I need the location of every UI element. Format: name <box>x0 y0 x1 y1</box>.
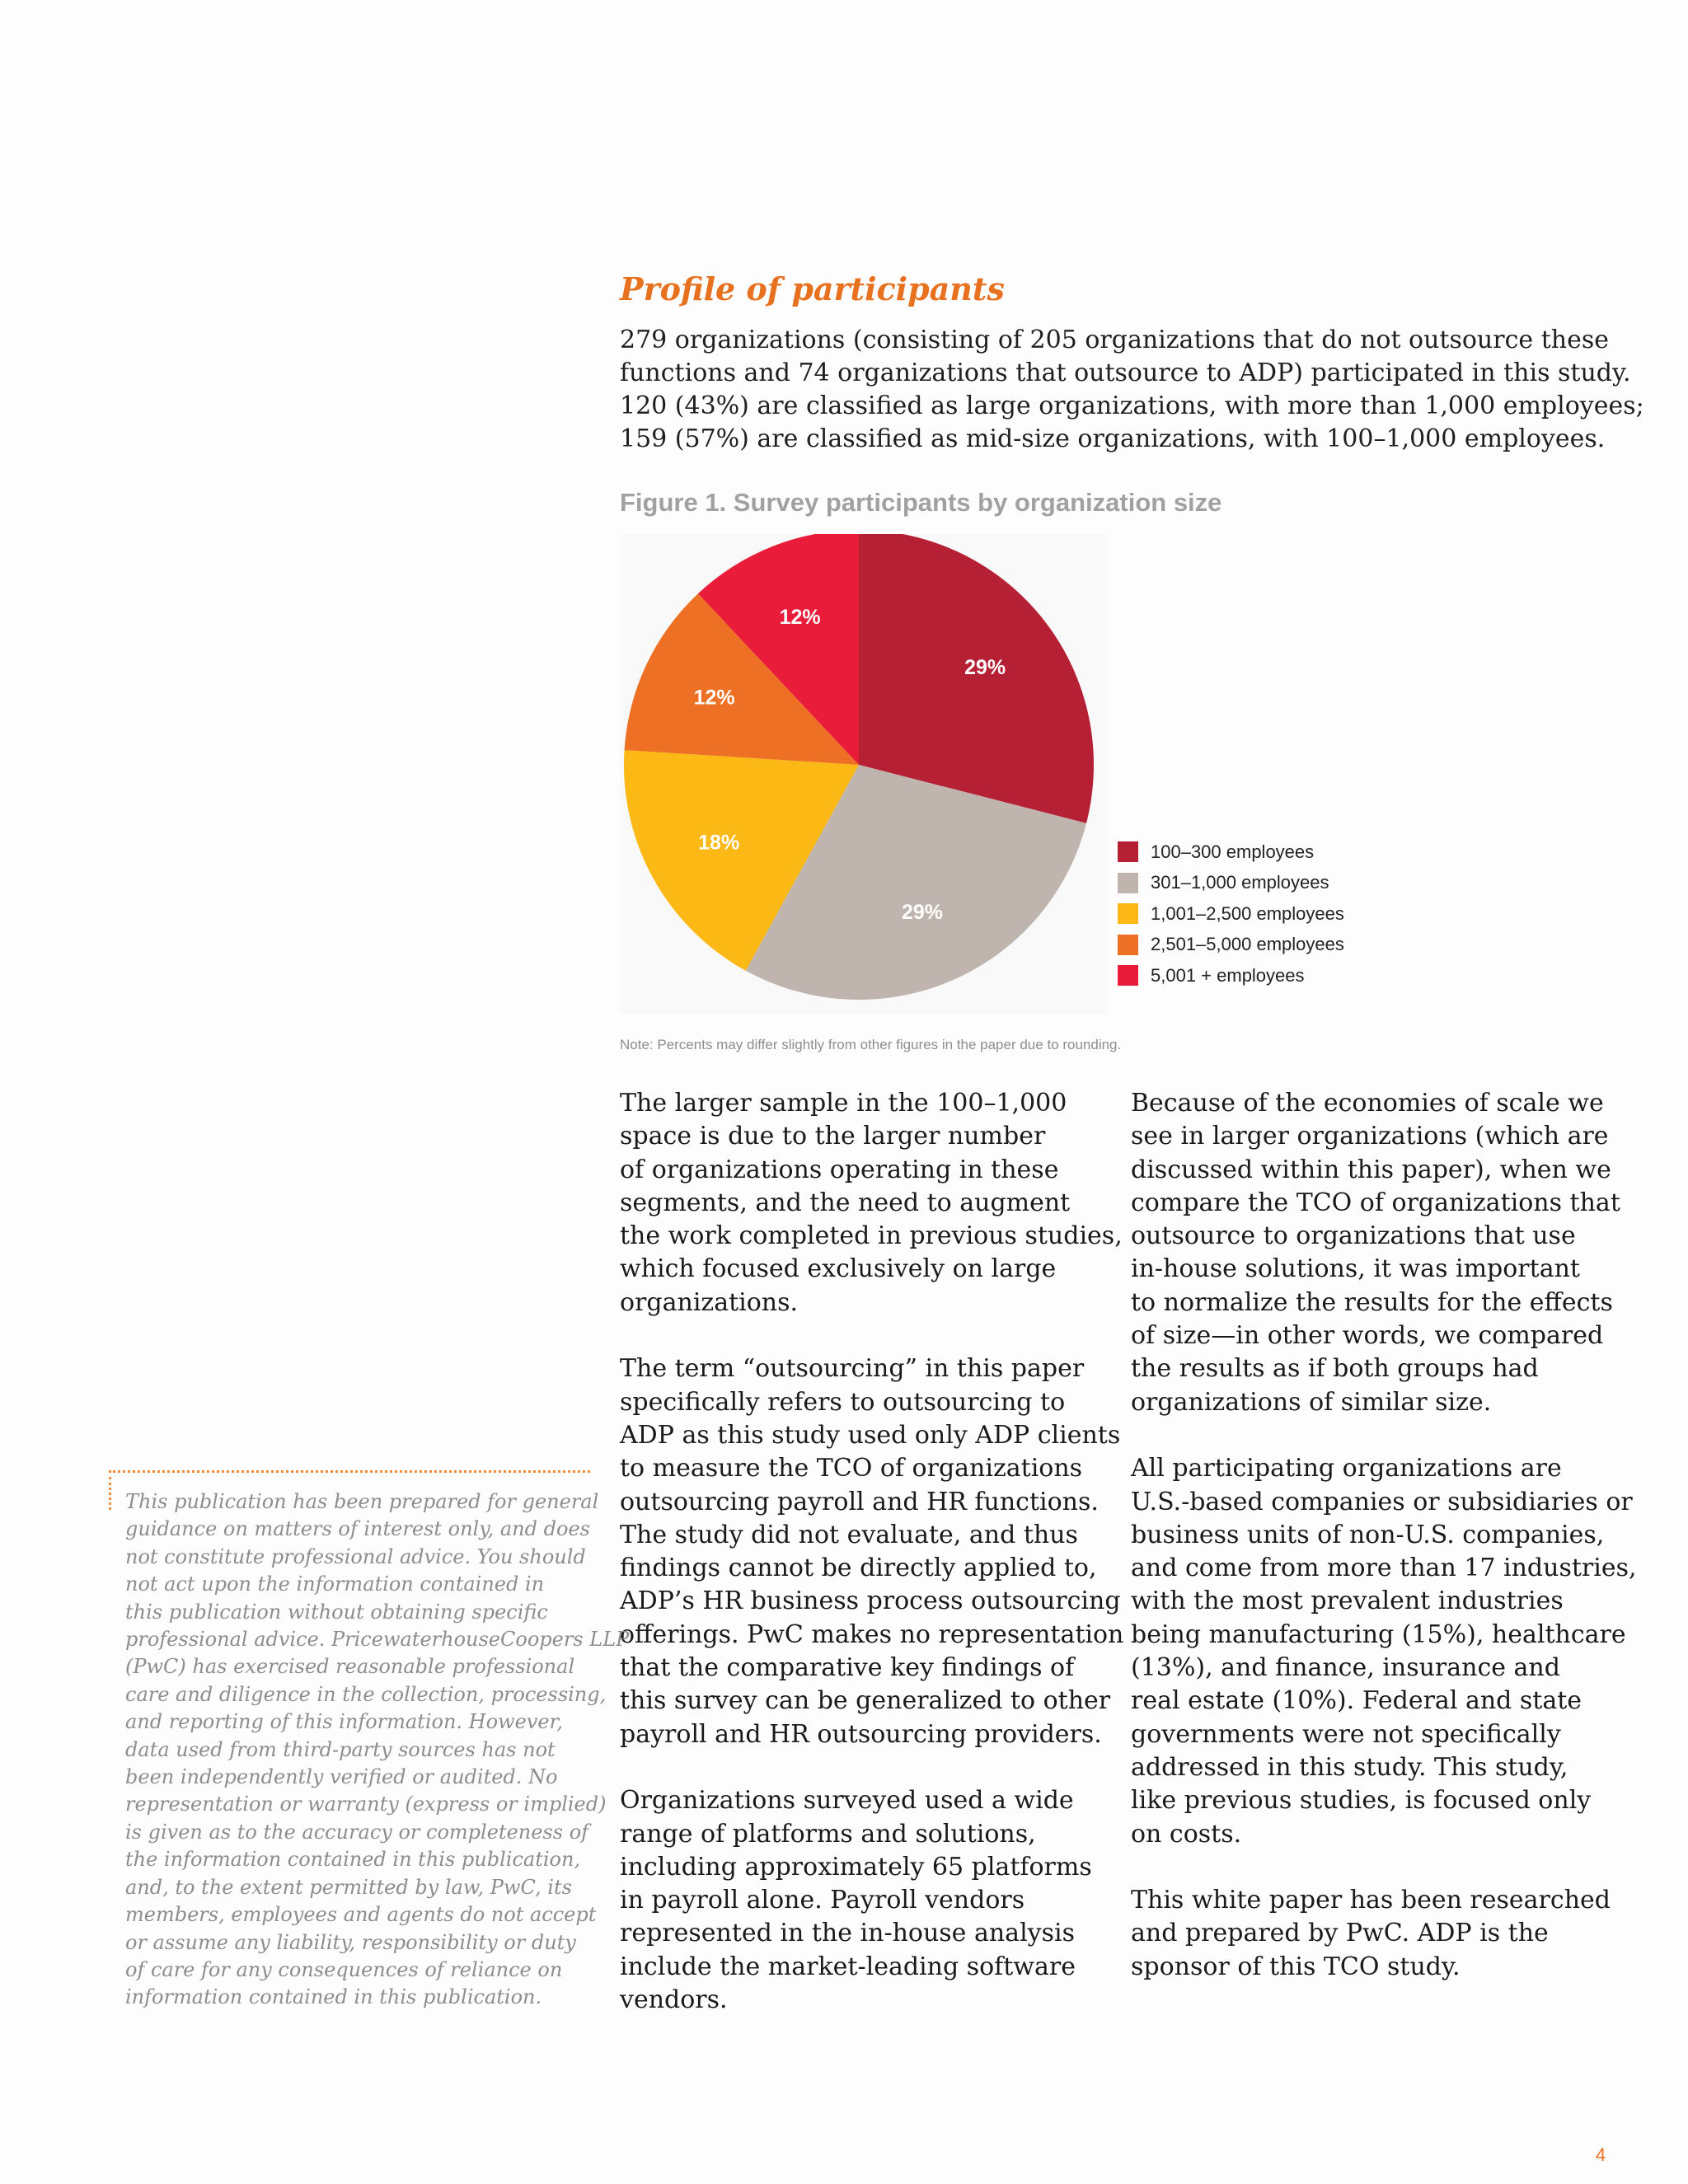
body-line: outsource to organizations that use <box>1131 1221 1576 1251</box>
intro-line: 279 organizations (consisting of 205 organizations that do not outsource these <box>620 326 1609 354</box>
disclaimer-line: members, employees and agents do not accept <box>125 1903 597 1927</box>
body-line: Organizations surveyed used a wide <box>620 1786 1074 1816</box>
body-line: and prepared by PwC. ADP is the <box>1131 1919 1549 1948</box>
disclaimer-line: the information contained in this publication, <box>125 1848 581 1872</box>
body-paragraph <box>1131 1452 1658 1851</box>
body-paragraph <box>1131 1087 1658 1419</box>
legend-label: 2,501–5,000 employees <box>1151 934 1344 955</box>
body-line: ADP as this study used only ADP clients <box>620 1420 1121 1450</box>
body-line: including approximately 65 platforms <box>620 1852 1092 1882</box>
body-line: sponsor of this TCO study. <box>1131 1952 1461 1981</box>
body-line: discussed within this paper), when we <box>1131 1155 1611 1184</box>
body-line: Because of the economies of scale we <box>1131 1089 1604 1118</box>
body-line: This white paper has been researched <box>1131 1886 1611 1915</box>
body-line: U.S.-based companies or subsidiaries or <box>1131 1487 1633 1516</box>
body-line: which focused exclusively on large <box>620 1254 1057 1284</box>
disclaimer-line: not act upon the information contained in <box>125 1572 545 1596</box>
body-line: (13%), and finance, insurance and <box>1131 1653 1560 1683</box>
body-column-right <box>1131 1087 1658 2017</box>
chart-legend <box>1118 837 1464 991</box>
slice-label: 18% <box>698 831 740 855</box>
body-line: outsourcing payroll and HR functions. <box>620 1487 1099 1516</box>
body-line: vendors. <box>620 1985 728 2015</box>
body-line: specifically refers to outsourcing to <box>620 1387 1066 1417</box>
body-line: in payroll alone. Payroll vendors <box>620 1886 1025 1915</box>
body-line: to normalize the results for the effects <box>1131 1287 1613 1317</box>
legend-swatch <box>1118 873 1138 893</box>
body-line: organizations of similar size. <box>1131 1387 1492 1417</box>
body-line: range of platforms and solutions, <box>620 1819 1036 1849</box>
body-line: addressed in this study. This study, <box>1131 1752 1568 1782</box>
legend-item <box>1118 837 1464 868</box>
intro-line: 159 (57%) are classified as mid-size organizations, with 100–1,000 employees. <box>620 424 1606 453</box>
body-line: include the market-leading software <box>620 1952 1076 1981</box>
intro-paragraph <box>620 324 1644 456</box>
body-line: The term “outsourcing” in this paper <box>620 1354 1085 1384</box>
legend-item <box>1118 898 1464 930</box>
body-line: this survey can be generalized to other <box>620 1686 1111 1716</box>
body-line: ADP’s HR business process outsourcing <box>620 1586 1121 1616</box>
body-paragraph <box>620 1352 1124 1751</box>
disclaimer-line: and reporting of this information. However, <box>125 1710 564 1734</box>
disclaimer-line: care and diligence in the collection, processing, <box>125 1682 607 1706</box>
legend-label: 100–300 employees <box>1151 841 1315 862</box>
body-line: findings cannot be directly applied to, <box>620 1554 1097 1583</box>
disclaimer-line: been independently verified or audited. No <box>125 1765 558 1789</box>
body-line: and come from more than 17 industries, <box>1131 1554 1637 1583</box>
legend-label: 301–1,000 employees <box>1151 872 1329 893</box>
disclaimer-line: (PwC) has exercised reasonable professional <box>125 1655 575 1679</box>
body-line: All participating organizations are <box>1131 1454 1562 1483</box>
page-number: 4 <box>1596 2144 1606 2165</box>
figure-note: Note: Percents may differ slightly from other figures in the paper due to rounding. <box>620 1037 1122 1052</box>
slice-label: 12% <box>779 605 821 629</box>
disclaimer-line: professional advice. PricewaterhouseCoopers LLP <box>125 1628 630 1652</box>
body-line: compare the TCO of organizations that <box>1131 1188 1620 1217</box>
body-line: on costs. <box>1131 1819 1242 1849</box>
body-line: that the comparative key findings of <box>620 1653 1075 1683</box>
legend-swatch <box>1118 903 1138 924</box>
legend-label: 1,001–2,500 employees <box>1151 902 1344 924</box>
disclaimer-line: and, to the extent permitted by law, PwC, its <box>125 1875 572 1899</box>
body-column-left <box>620 1087 1124 2050</box>
body-line: see in larger organizations (which are <box>1131 1122 1609 1151</box>
body-line: payroll and HR outsourcing providers. <box>620 1719 1102 1749</box>
intro-line: functions and 74 organizations that outsource to ADP) participated in this study. <box>620 359 1631 387</box>
body-paragraph <box>620 1087 1123 1319</box>
legend-swatch <box>1118 965 1138 986</box>
body-line: the work completed in previous studies, <box>620 1221 1123 1251</box>
body-line: real estate (10%). Federal and state <box>1131 1686 1582 1716</box>
body-paragraph <box>1131 1884 1658 1984</box>
disclaimer-line: or assume any liability, responsibility or duty <box>125 1930 576 1954</box>
disclaimer-line: of care for any consequences of reliance on <box>125 1957 563 1981</box>
body-line: The larger sample in the 100–1,000 <box>620 1089 1067 1118</box>
body-line: space is due to the larger number <box>620 1122 1046 1151</box>
body-line: organizations. <box>620 1287 799 1317</box>
disclaimer-line: not constitute professional advice. You should <box>125 1544 586 1568</box>
legend-item <box>1118 868 1464 899</box>
disclaimer-divider-vertical <box>109 1477 111 1510</box>
disclaimer-line: This publication has been prepared for general <box>125 1490 599 1513</box>
disclaimer-line: guidance on matters of interest only, and does <box>125 1517 590 1541</box>
body-line: the results as if both groups had <box>1131 1354 1539 1384</box>
disclaimer-line: data used from third-party sources has not <box>125 1737 556 1761</box>
disclaimer <box>125 1488 630 2012</box>
legend-label: 5,001 + employees <box>1151 964 1305 986</box>
body-line: being manufacturing (15%), healthcare <box>1131 1619 1626 1649</box>
body-line: segments, and the need to augment <box>620 1188 1071 1217</box>
slice-label: 12% <box>693 686 735 710</box>
legend-swatch <box>1118 935 1138 955</box>
body-line: to measure the TCO of organizations <box>620 1454 1083 1483</box>
disclaimer-line: this publication without obtaining specific <box>125 1600 548 1624</box>
body-paragraph <box>620 1784 1114 2017</box>
disclaimer-divider <box>109 1470 590 1473</box>
body-line: business units of non-U.S. companies, <box>1131 1520 1605 1549</box>
pie-chart <box>620 534 1114 1020</box>
slice-label: 29% <box>901 900 943 924</box>
slice-label: 29% <box>964 656 1006 680</box>
legend-swatch <box>1118 841 1138 862</box>
body-line: represented in the in-house analysis <box>620 1919 1075 1948</box>
legend-item <box>1118 960 1464 991</box>
body-line: with the most prevalent industries <box>1131 1586 1564 1616</box>
body-line: like previous studies, is focused only <box>1131 1786 1592 1816</box>
intro-line: 120 (43%) are classified as large organizations, with more than 1,000 employees; <box>620 391 1644 420</box>
figure-title: Figure 1. Survey participants by organization size <box>620 488 1222 517</box>
body-line: of organizations operating in these <box>620 1155 1059 1184</box>
legend-item <box>1118 930 1464 961</box>
body-line: of size—in other words, we compared <box>1131 1321 1604 1351</box>
section-title: Profile of participants <box>620 270 1005 307</box>
body-line: in-house solutions, it was important <box>1131 1254 1580 1284</box>
disclaimer-line: information contained in this publication. <box>125 1985 542 2009</box>
disclaimer-line: is given as to the accuracy or completeness of <box>125 1820 589 1844</box>
body-line: governments were not specifically <box>1131 1719 1561 1749</box>
disclaimer-line: representation or warranty (express or implied) <box>125 1793 607 1816</box>
body-line: The study did not evaluate, and thus <box>620 1520 1078 1549</box>
body-line: offerings. PwC makes no representation <box>620 1619 1124 1649</box>
